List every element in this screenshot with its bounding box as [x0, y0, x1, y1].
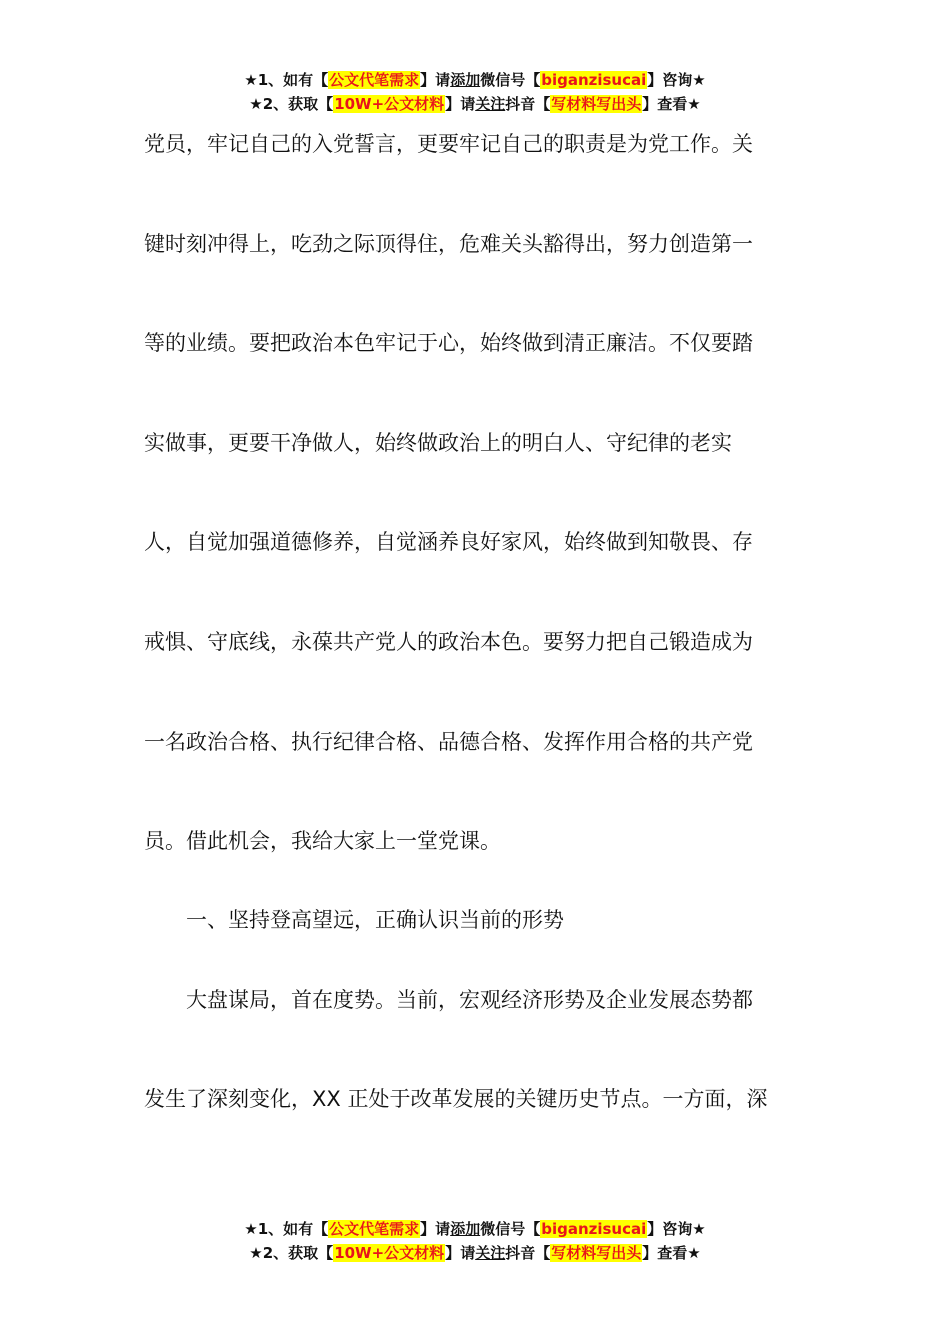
- highlight-wechat-id: biganzisucai: [541, 1220, 647, 1238]
- highlight-service: 公文代笔需求: [329, 1220, 420, 1238]
- highlight-materials: 10W+公文材料: [334, 1244, 445, 1262]
- banner-text: ★1、如有【: [244, 71, 329, 89]
- highlight-douyin-account: 写材料写出头: [551, 1244, 642, 1262]
- paragraph-line: 实做事，更要干净做人，始终做政治上的明白人、守纪律的老实: [144, 431, 732, 455]
- banner-text: ★1、如有【: [244, 1220, 329, 1238]
- highlight-douyin-account: 写材料写出头: [551, 95, 642, 113]
- banner-text: 微信号【: [480, 1220, 541, 1238]
- banner-text: 抖音【: [505, 1244, 551, 1262]
- section-heading: 一、坚持登高望远，正确认识当前的形势: [144, 908, 564, 932]
- paragraph-line: 党员，牢记自己的入党誓言，更要牢记自己的职责是为党工作。关: [144, 132, 753, 156]
- banner-line-1: [0, 1217, 950, 1241]
- paragraph-line: 键时刻冲得上，吃劲之际顶得住，危难关头豁得出，努力创造第一: [144, 232, 753, 256]
- paragraph-line: 人，自觉加强道德修养，自觉涵养良好家风，始终做到知敬畏、存: [144, 530, 753, 554]
- paragraph-line: 一名政治合格、执行纪律合格、品德合格、发挥作用合格的共产党: [144, 730, 753, 754]
- highlight-wechat-id: biganzisucai: [541, 71, 647, 89]
- banner-text: 微信号【: [480, 71, 541, 89]
- banner-text: 】请: [420, 1220, 451, 1238]
- banner-line-2: [0, 1241, 950, 1265]
- paragraph-line: 大盘谋局，首在度势。当前，宏观经济形势及企业发展态势都: [144, 988, 753, 1012]
- banner-text: 抖音【: [505, 95, 551, 113]
- banner-text: 】查看★: [642, 95, 701, 113]
- banner-line-1: [0, 68, 950, 92]
- highlight-service: 公文代笔需求: [329, 71, 420, 89]
- underlined-text: 关注: [475, 95, 506, 113]
- banner-text: 】查看★: [642, 1244, 701, 1262]
- banner-line-2: [0, 92, 950, 116]
- paragraph-line: 员。借此机会，我给大家上一堂党课。: [144, 829, 501, 853]
- banner-text: 】咨询★: [647, 1220, 706, 1238]
- paragraph-line: 发生了深刻变化，XX 正处于改革发展的关键历史节点。一方面，深: [144, 1087, 768, 1111]
- header-banner: [0, 68, 950, 116]
- footer-banner: [0, 1217, 950, 1265]
- banner-text: 】请: [445, 95, 476, 113]
- underlined-text: 关注: [475, 1244, 506, 1262]
- underlined-text: 添加: [450, 71, 481, 89]
- paragraph-line: 戒惧、守底线，永葆共产党人的政治本色。要努力把自己锻造成为: [144, 630, 753, 654]
- underlined-text: 添加: [450, 1220, 481, 1238]
- banner-text: 】请: [445, 1244, 476, 1262]
- banner-text: 】咨询★: [647, 71, 706, 89]
- highlight-materials: 10W+公文材料: [334, 95, 445, 113]
- paragraph-line: 等的业绩。要把政治本色牢记于心，始终做到清正廉洁。不仅要踏: [144, 331, 753, 355]
- banner-text: ★2、获取【: [249, 1244, 334, 1262]
- banner-text: 】请: [420, 71, 451, 89]
- banner-text: ★2、获取【: [249, 95, 334, 113]
